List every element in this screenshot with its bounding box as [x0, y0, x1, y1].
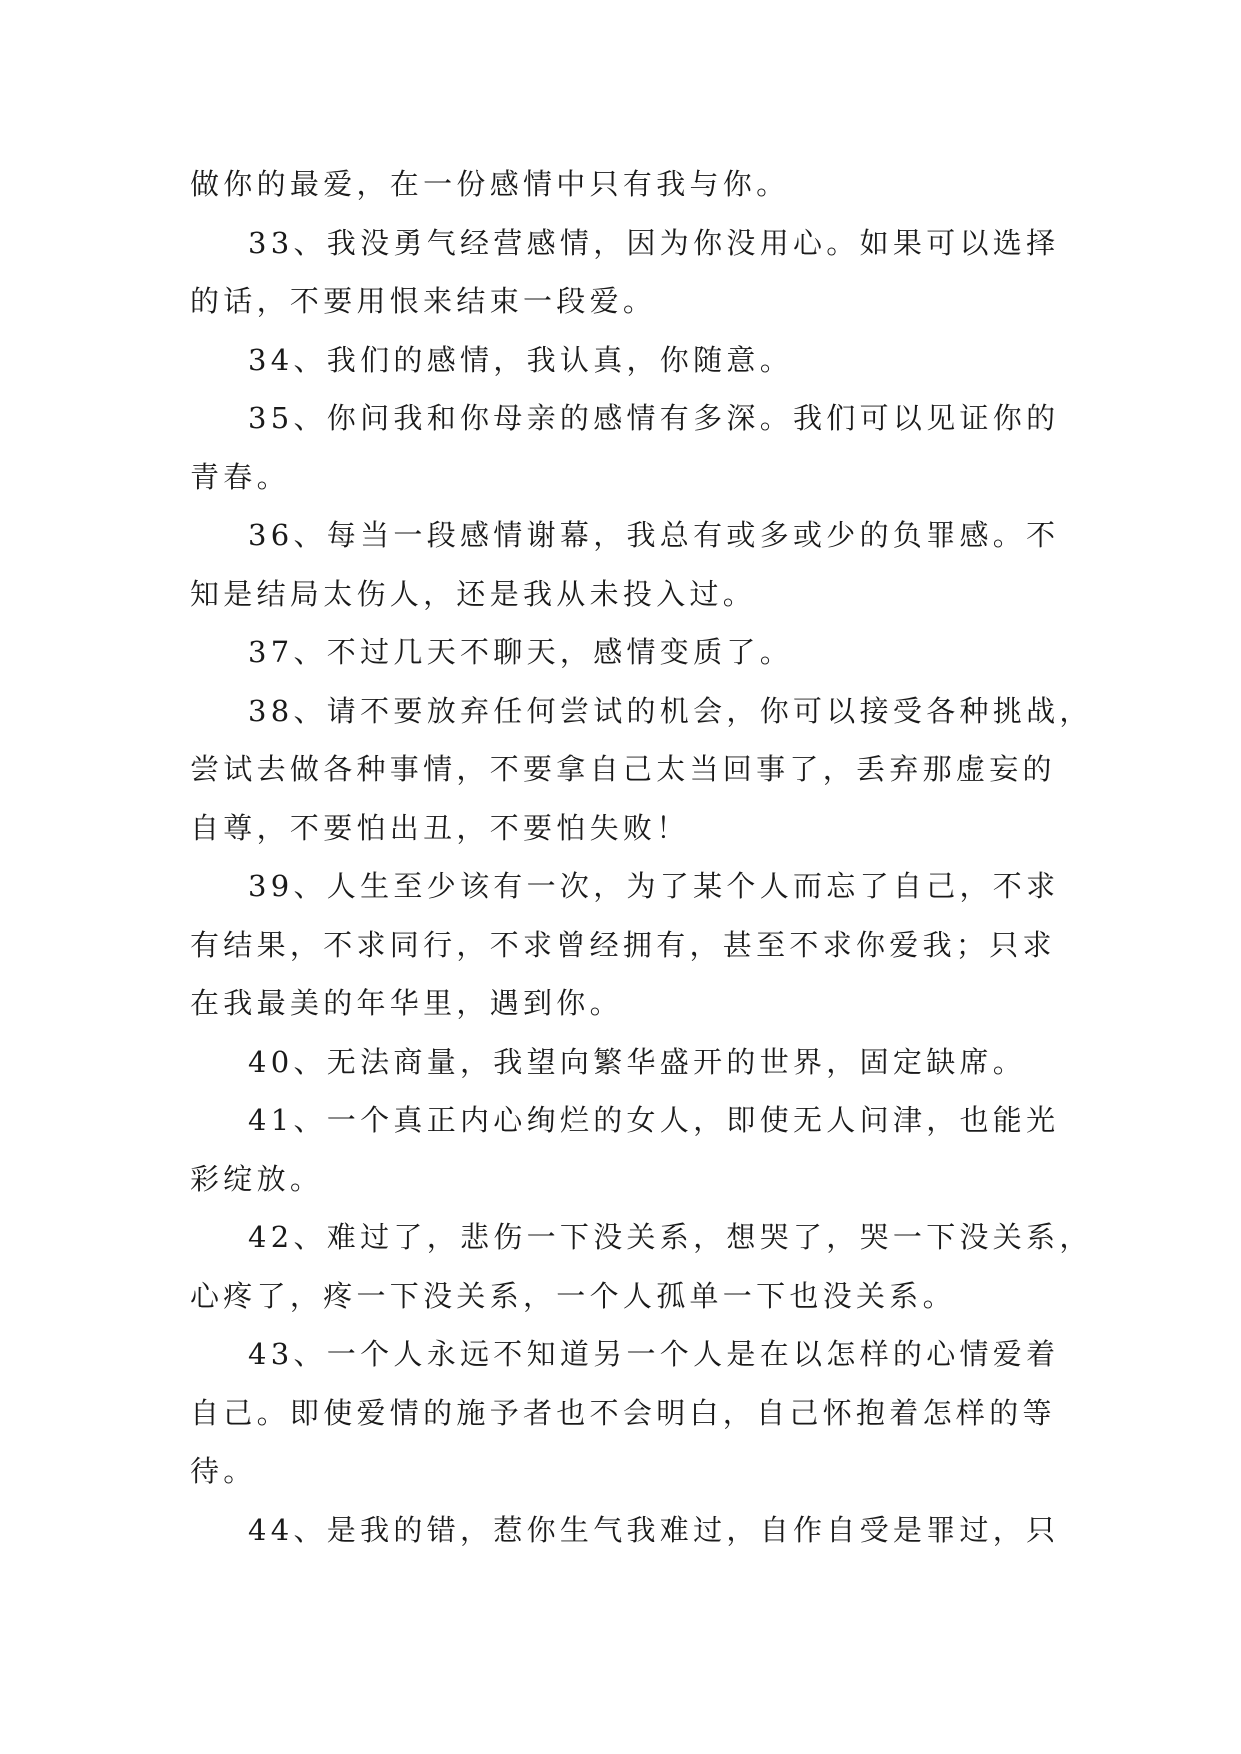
text-line: 40、无法商量，我望向繁华盛开的世界，固定缺席。: [248, 1044, 1027, 1079]
text-line: 自尊，不要怕出丑，不要怕失败！: [190, 810, 690, 845]
text-line: 35、你问我和你母亲的感情有多深。我们可以见证你的: [248, 401, 1060, 435]
text-line: 做你的最爱，在一份感情中只有我与你。: [190, 167, 790, 201]
text-line: 43、一个人永远不知道另一个人是在以怎样的心情爱着: [248, 1337, 1060, 1371]
text-line: 彩绽放。: [190, 1161, 324, 1196]
text-line: 的话，不要用恨来结束一段爱。: [190, 284, 657, 318]
text-line: 知是结局太伤人，还是我从未投入过。: [190, 576, 757, 611]
text-line: 37、不过几天不聊天，感情变质了。: [248, 635, 794, 669]
text-line: 在我最美的年华里，遇到你。: [190, 986, 623, 1020]
text-line: 34、我们的感情，我认真，你随意。: [248, 342, 794, 377]
text-line: 青春。: [190, 459, 290, 494]
text-line: 42、难过了，悲伤一下没关系，想哭了，哭一下没关系，: [248, 1220, 1093, 1254]
text-line: 尝试去做各种事情，不要拿自己太当回事了，丢弃那虚妄的: [190, 752, 1056, 786]
text-line: 自己。即使爱情的施予者也不会明白，自己怀抱着怎样的等: [190, 1395, 1056, 1430]
text-line: 36、每当一段感情谢幕，我总有或多或少的负罪感。不: [248, 518, 1060, 552]
text-line: 33、我没勇气经营感情，因为你没用心。如果可以选择: [248, 225, 1060, 260]
text-line: 38、请不要放弃任何尝试的机会，你可以接受各种挑战，: [248, 693, 1093, 728]
text-line: 有结果，不求同行，不求曾经拥有，甚至不求你爱我；只求: [190, 927, 1056, 962]
body-text: [190, 155, 1093, 1559]
text-line: 41、一个真正内心绚烂的女人，即使无人问津，也能光: [248, 1103, 1060, 1137]
text-line: 心疼了，疼一下没关系，一个人孤单一下也没关系。: [190, 1278, 956, 1313]
text-line: 39、人生至少该有一次，为了某个人而忘了自己，不求: [248, 869, 1060, 903]
text-line: 待。: [190, 1454, 257, 1488]
text-line: 44、是我的错，惹你生气我难过，自作自受是罪过，只: [248, 1512, 1060, 1547]
